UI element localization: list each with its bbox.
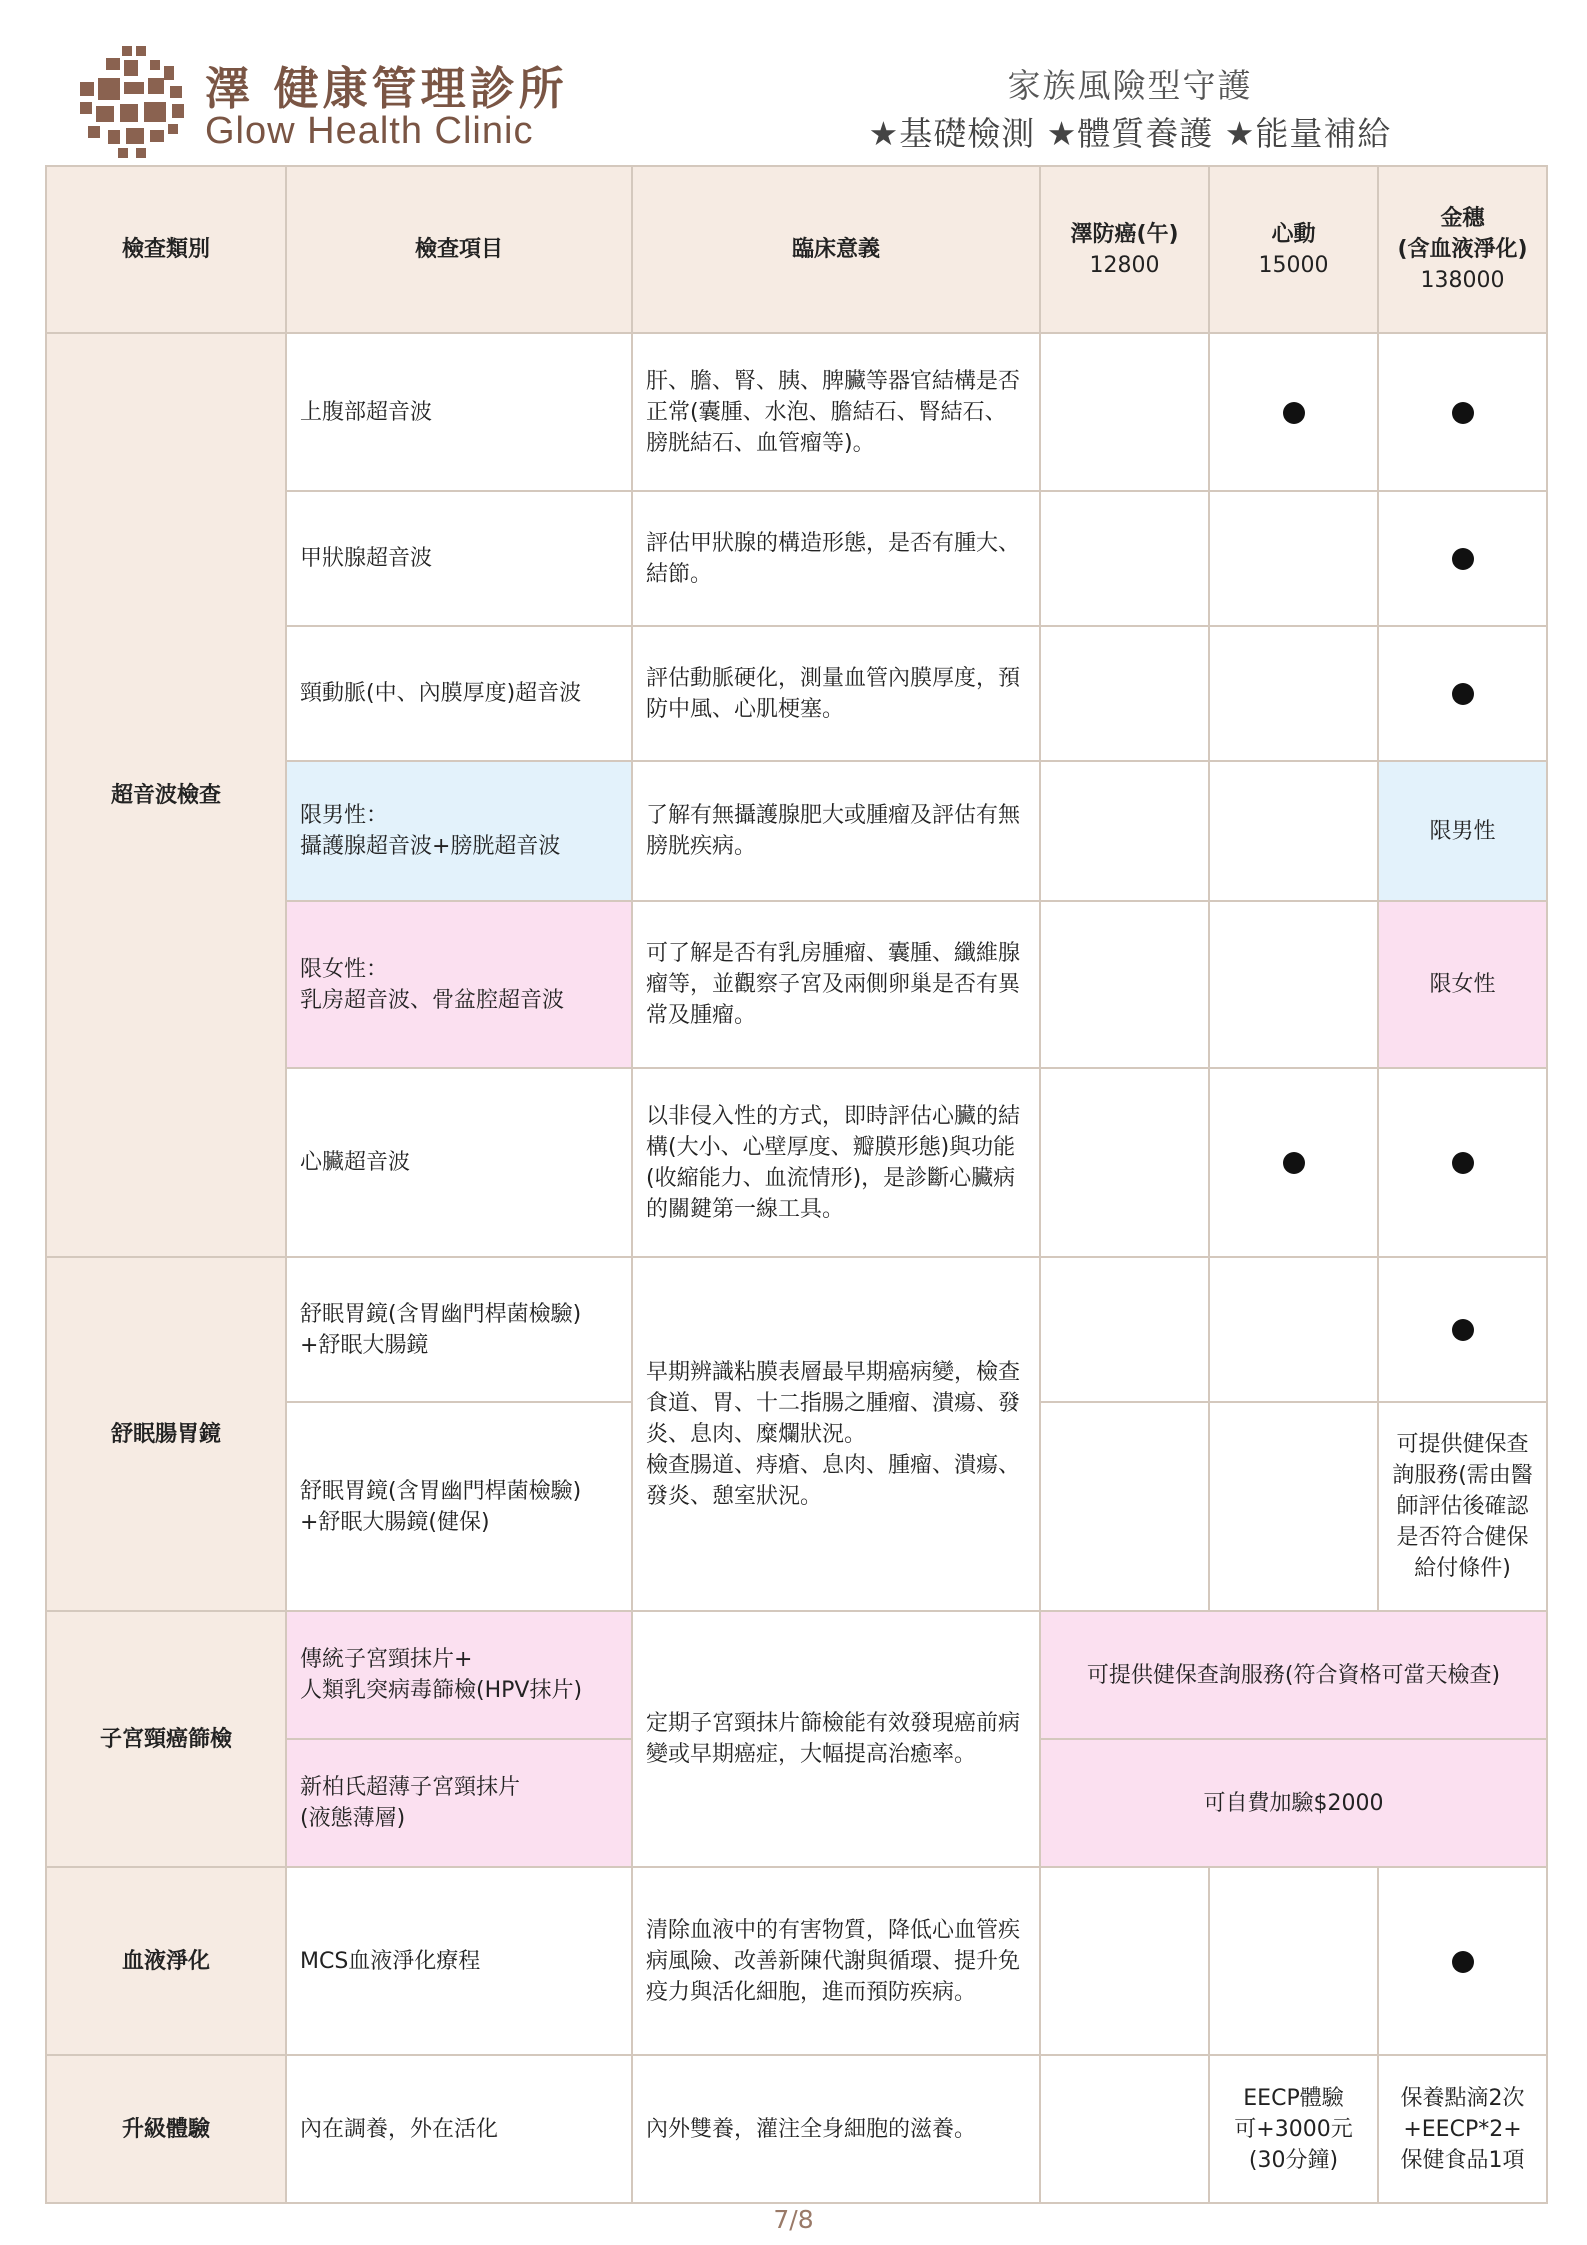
- table-row: [46, 1867, 1547, 2055]
- filled-circle-icon: [1452, 683, 1474, 705]
- meaning-cell: 可了解是否有乳房腫瘤、囊腫、纖維腺瘤等，並觀察子宮及兩側卵巢是否有異常及腫瘤。: [632, 901, 1040, 1068]
- item-cell: 頸動脈(中、內膜厚度)超音波: [286, 626, 632, 761]
- plans-addon-note: 可自費加驗$2000: [1040, 1739, 1547, 1867]
- item-cell: 甲狀腺超音波: [286, 491, 632, 626]
- plan-3-subtitle: (含血液淨化): [1397, 237, 1528, 262]
- filled-circle-icon: [1452, 1152, 1474, 1174]
- category-upgrade: 升級體驗: [46, 2055, 286, 2203]
- item-line: +舒眠大腸鏡(健保): [300, 1509, 490, 1535]
- category-blood: 血液淨化: [46, 1867, 286, 2055]
- brand-name-chinese: 澤 健康管理診所: [205, 62, 568, 115]
- meaning-cell: 評估甲狀腺的構造形態，是否有腫大、結節。: [632, 491, 1040, 626]
- item-line: 新柏氏超薄子宮頸抹片: [300, 1775, 521, 1800]
- meaning-cell: 評估動脈硬化，測量血管內膜厚度，預防中風、心肌梗塞。: [632, 626, 1040, 761]
- package-title: 家族風險型守護: [1007, 66, 1253, 105]
- item-cell-female: [286, 901, 632, 1068]
- plan-3-cell: [1378, 1068, 1547, 1257]
- meaning-cell: [632, 1257, 1040, 1611]
- plan-3-price: 138000: [1420, 268, 1505, 293]
- plan-1-cell: [1040, 491, 1209, 626]
- item-cell-female: [286, 1611, 632, 1739]
- plan-2-cell: [1209, 761, 1378, 901]
- note-line: 保健食品1項: [1400, 2147, 1525, 2173]
- item-line: +舒眠大腸鏡: [300, 1332, 429, 1358]
- plan-3-cell-male-only: 限男性: [1378, 761, 1547, 901]
- item-line: 限女性：: [300, 956, 389, 982]
- filled-circle-icon: [1452, 1951, 1474, 1973]
- plan-3-insurance-note: 可提供健保查詢服務(需由醫師評估後確認是否符合健保給付條件): [1378, 1402, 1547, 1611]
- table-header-row: [46, 166, 1547, 333]
- plan-1-cell: [1040, 1068, 1209, 1257]
- note-line: +EECP*2+: [1403, 2116, 1522, 2142]
- plan-1-price: 12800: [1089, 252, 1160, 278]
- page-number: 7/8: [773, 2205, 814, 2234]
- note-line: (30分鐘): [1248, 2147, 1339, 2173]
- category-cervical: 子宮頸癌篩檢: [46, 1611, 286, 1867]
- meaning-line: 早期辨識粘膜表層最早期癌病變，檢查食道、胃、十二指腸之腫瘤、潰瘍、發炎、息肉、糜爛狀況。: [646, 1359, 1021, 1447]
- header-plan-1: [1040, 166, 1209, 333]
- meaning-cell: 清除血液中的有害物質，降低心血管疾病風險、改善新陳代謝與循環、提升免疫力與活化細胞，進而預防疾病。: [632, 1867, 1040, 2055]
- item-cell: 上腹部超音波: [286, 333, 632, 491]
- item-cell: MCS血液淨化療程: [286, 1867, 632, 2055]
- note-line: 保養點滴2次: [1400, 2085, 1525, 2111]
- item-cell-male: [286, 761, 632, 901]
- meaning-cell: 內外雙養，灌注全身細胞的滋養。: [632, 2055, 1040, 2203]
- note-line: EECP體驗: [1243, 2085, 1344, 2111]
- plan-2-cell: [1209, 333, 1378, 491]
- plan-2-cell: [1209, 1068, 1378, 1257]
- header-item: 檢查項目: [286, 166, 632, 333]
- item-line: 人類乳突病毒篩檢(HPV抹片): [300, 1678, 583, 1703]
- filled-circle-icon: [1452, 402, 1474, 424]
- meaning-cell: 肝、膽、腎、胰、脾臟等器官結構是否正常(囊腫、水泡、膽結石、腎結石、 膀胱結石、血管瘤等)。: [632, 333, 1040, 491]
- item-line: 舒眠胃鏡(含胃幽門桿菌檢驗): [300, 1478, 582, 1504]
- plan-2-cell: [1209, 1867, 1378, 2055]
- item-line: 傳統子宮頸抹片+: [300, 1647, 473, 1672]
- plan-2-upgrade-note: [1209, 2055, 1378, 2203]
- exam-table: [45, 165, 1548, 2204]
- plan-1-name: 澤防癌(午): [1070, 221, 1179, 247]
- plan-1-cell: [1040, 761, 1209, 901]
- plan-1-cell: [1040, 1867, 1209, 2055]
- item-cell-female: [286, 1739, 632, 1867]
- item-cell: 內在調養，外在活化: [286, 2055, 632, 2203]
- plan-2-name: 心動: [1271, 221, 1316, 247]
- plan-3-cell: [1378, 333, 1547, 491]
- plan-1-cell: [1040, 1402, 1209, 1611]
- plan-2-cell: [1209, 1257, 1378, 1402]
- filled-circle-icon: [1452, 1319, 1474, 1341]
- package-subtitle: ★基礎檢測 ★體質養護 ★能量補給: [868, 114, 1392, 153]
- plan-2-cell: [1209, 1402, 1378, 1611]
- plan-3-name: 金穗: [1440, 206, 1485, 231]
- plan-3-cell-female-only: 限女性: [1378, 901, 1547, 1068]
- plan-3-cell: [1378, 491, 1547, 626]
- plan-3-upgrade-note: [1378, 2055, 1547, 2203]
- clinic-logo: [78, 44, 190, 160]
- plan-1-cell: [1040, 2055, 1209, 2203]
- plan-1-cell: [1040, 626, 1209, 761]
- plan-2-cell: [1209, 626, 1378, 761]
- plan-2-cell: [1209, 901, 1378, 1068]
- plan-2-cell: [1209, 491, 1378, 626]
- meaning-cell: 以非侵入性的方式，即時評估心臟的結構(大小、心壁厚度、瓣膜形態)與功能(收縮能力、血流情形)，是診斷心臟病的關鍵第一線工具。: [632, 1068, 1040, 1257]
- filled-circle-icon: [1452, 548, 1474, 570]
- plan-1-cell: [1040, 1257, 1209, 1402]
- note-line: 可+3000元: [1234, 2116, 1353, 2142]
- table-row: [46, 1257, 1547, 1402]
- category-ultrasound: 超音波檢查: [46, 333, 286, 1257]
- meaning-line: 檢查腸道、痔瘡、息肉、腫瘤、潰瘍、發炎、憩室狀況。: [646, 1452, 1021, 1509]
- meaning-cell: 定期子宮頸抹片篩檢能有效發現癌前病變或早期癌症，大幅提高治癒率。: [632, 1611, 1040, 1867]
- plan-1-cell: [1040, 901, 1209, 1068]
- item-line: 乳房超音波、骨盆腔超音波: [300, 987, 565, 1013]
- item-cell: [286, 1257, 632, 1402]
- category-endoscopy: 舒眠腸胃鏡: [46, 1257, 286, 1611]
- header-plan-2: [1209, 166, 1378, 333]
- header-category: 檢查類別: [46, 166, 286, 333]
- header-meaning: 臨床意義: [632, 166, 1040, 333]
- plan-2-price: 15000: [1258, 252, 1329, 278]
- filled-circle-icon: [1283, 1152, 1305, 1174]
- plan-3-cell: [1378, 1257, 1547, 1402]
- item-cell: [286, 1402, 632, 1611]
- plan-3-cell: [1378, 626, 1547, 761]
- filled-circle-icon: [1283, 402, 1305, 424]
- table-row: [46, 1611, 1547, 1739]
- meaning-cell: 了解有無攝護腺肥大或腫瘤及評估有無膀胱疾病。: [632, 761, 1040, 901]
- table-row: [46, 333, 1547, 491]
- item-line: 限男性：: [300, 803, 389, 828]
- item-cell: 心臟超音波: [286, 1068, 632, 1257]
- item-line: 攝護腺超音波+膀胱超音波: [300, 834, 561, 859]
- header-plan-3: [1378, 166, 1547, 333]
- plan-3-cell: [1378, 1867, 1547, 2055]
- plan-1-cell: [1040, 333, 1209, 491]
- item-line: (液態薄層): [300, 1806, 406, 1831]
- table-row: [46, 2055, 1547, 2203]
- item-line: 舒眠胃鏡(含胃幽門桿菌檢驗): [300, 1301, 582, 1327]
- brand-name-english: Glow Health Clinic: [205, 110, 534, 152]
- plans-insurance-note: 可提供健保查詢服務(符合資格可當天檢查): [1040, 1611, 1547, 1739]
